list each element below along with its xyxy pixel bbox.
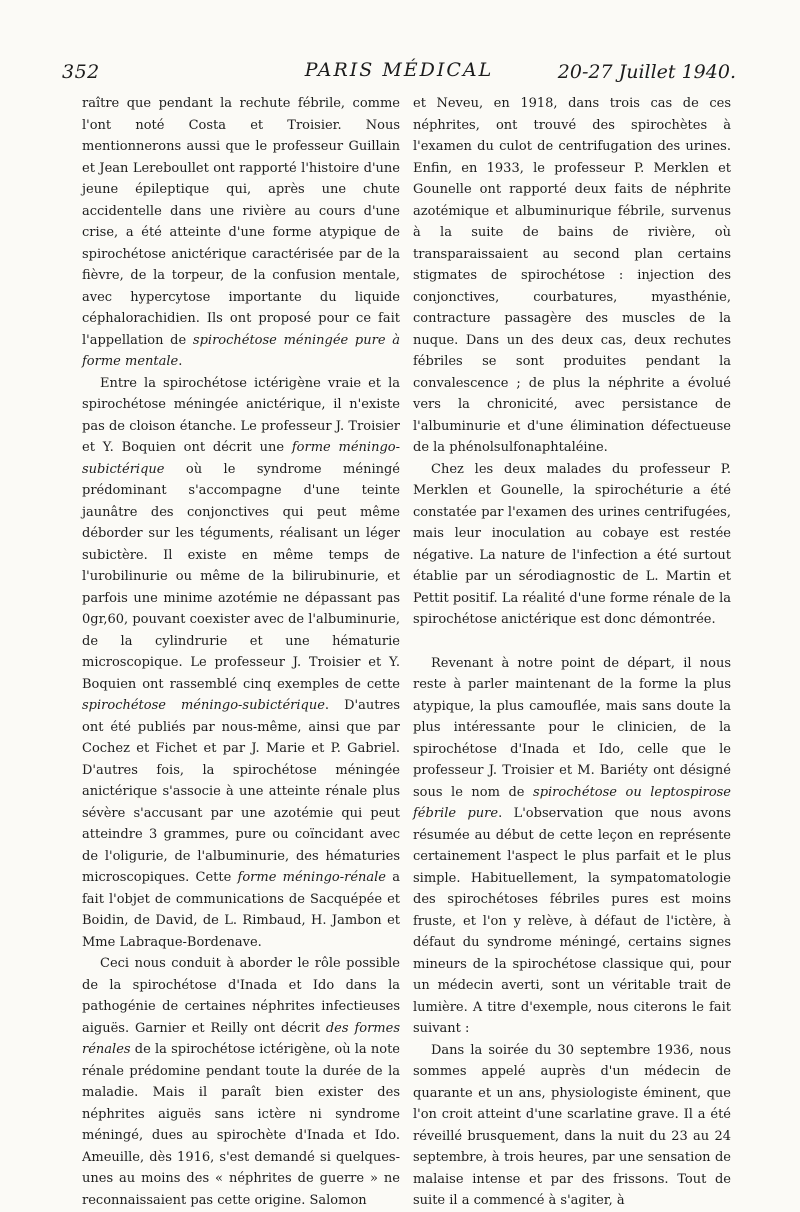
left-paragraph-2: Entre la spirochétose ictérigène vraie et la spirochétose méningée anictérique, il n'existe pas de cloison étanche. Le professeur J. Troisier et Y. Boquien ont décrit une forme méningo-subictérique où le syndrome méningé prédominant s'accompagne d'une teinte jaunâtre des conjonctives qui peut même déborder sur les téguments, réalisant un léger subictère. Il existe en même temps de l'urobilinurie ou même de la bilirubinurie, et parfois une minime azotémie ne dépassant pas 0gr,60, pouvant coexister avec de l'albuminurie, de la cylindrurie et une hématurie microscopique. Le professeur J. Troisier et Y. Boquien ont rassemblé cinq exemples de cette spirochétose méningo-subictérique. D'autres ont été publiés par nous-même, ainsi que par Cochez et Fichet et par J. Marie et P. Gabriel. D'autres fois, la spirochétose méningée anictérique s'associe à une atteinte rénale plus sévère s'accusant par une azotémie qui peut atteindre 3 grammes, pure ou coïncidant avec de l'oligurie, de l'albuminurie, des hématuries microscopiques. Cette forme méningo-rénale a fait l'objet de communications de Sacquépée et Boidin, de David, de L. Rimbaud, H. Jambon et Mme Labraque-Bordenave.: [82, 375, 400, 950]
right-paragraph-4: Dans la soirée du 30 septembre 1936, nous sommes appelé auprès d'un médecin de quarante et un ans, physiologiste éminent, que l'on croit atteint d'une scarlatine grave. Il a été réveillé brusquement, dans la nuit du 23 au 24 septembre, à trois heures, par une sensation de malaise intense et par des frissons. Tout de suite il a commencé à s'agiter, à: [413, 1042, 731, 1208]
page-header: [62, 57, 736, 91]
left-column: [82, 93, 400, 1211]
right-paragraph-3: Revenant à notre point de départ, il nous reste à parler maintenant de la forme la plus atypique, la plus camouflée, mais sans doute la plus intéressante pour le clinicien, de la spirochétose d'Inada et Ido, celle que le professeur J. Troisier et M. Bariéty ont désigné sous le nom de spirochétose ou leptospirose fébrile pure. L'observation que nous avons résumée au début de cette leçon en représente certainement l'aspect le plus parfait et le plus simple. Habituellement, la sympatomatologie des spirochétoses fébriles pures est moins fruste, et l'on y relève, à défaut de l'ictère, à défaut du syndrome méningé, certains signes mineurs de la spirochétose classique qui, pour un médecin averti, sont un véritable trait de lumière. A titre d'exemple, nous citerons le fait suivant :: [413, 655, 732, 1036]
left-paragraph-3: Ceci nous conduit à aborder le rôle possible de la spirochétose d'Inada et Ido dans la pathogénie de certaines néphrites infectieuses aiguës. Garnier et Reilly ont décrit des formes rénales de la spirochétose ictérigène, où la note rénale prédomine pendant toute la durée de la maladie. Mais il paraît bien exister des néphrites aiguës sans ictère ni syndrome méningé, dues au spirochète d'Inada et Ido. Ameuille, dès 1916, s'est demandé si quelques-unes au moins des « néphrites de guerre » ne reconnaissaient pas cette origine. Salomon: [82, 956, 400, 1208]
issue-date: 20-27 Juillet 1940.: [557, 61, 736, 83]
section-gap: [413, 631, 731, 653]
right-paragraph-1: et Neveu, en 1918, dans trois cas de ces néphrites, ont trouvé des spirochètes à l'examen du culot de centrifugation des urines. Enfin, en 1933, le professeur P. Merklen et Gounelle ont rapporté deux faits de néphrite azotémique et albuminurique fébrile, survenus à la suite de bains de rivière, où transparaissaient au second plan certains stigmates de spirochétose : injection des conjonctives, courbatures, myasthénie, contracture passagère des muscles de la nuque. Dans un des deux cas, deux rechutes fébriles se sont produites pendant la convalescence ; de plus la néphrite a évolué vers la chronicité, avec persistance de l'albuminurie et d'une élimination défectueuse de la phénolsulfonaphtaléine.: [413, 96, 731, 455]
right-paragraph-2: Chez les deux malades du professeur P. Merklen et Gounelle, la spirochéturie a été constatée par l'examen des urines centrifugées, mais leur inoculation au cobaye est restée négative. La nature de l'infection a été surtout établie par un sérodiagnostic de L. Martin et Pettit positif. La réalité d'une forme rénale de la spirochétose anictérique est donc démontrée.: [413, 461, 731, 627]
page-number: 352: [62, 61, 100, 83]
left-paragraph-1: raître que pendant la rechute fébrile, comme l'ont noté Costa et Troisier. Nous mentionnerons aussi que le professeur Guillain et Jean Lereboullet ont rapporté l'histoire d'une jeune épileptique qui, après une chute accidentelle dans une rivière au cours d'une crise, a été atteinte d'une forme atypique de spirochétose anictérique caractérisée par de la fièvre, de la torpeur, de la confusion mentale, avec hypercytose importante du liquide céphalorachidien. Ils ont proposé pour ce fait l'appellation de spirochétose méningée pure à forme mentale.: [82, 96, 401, 369]
right-column: [413, 93, 731, 1212]
journal-title: PARIS MÉDICAL: [304, 59, 494, 81]
